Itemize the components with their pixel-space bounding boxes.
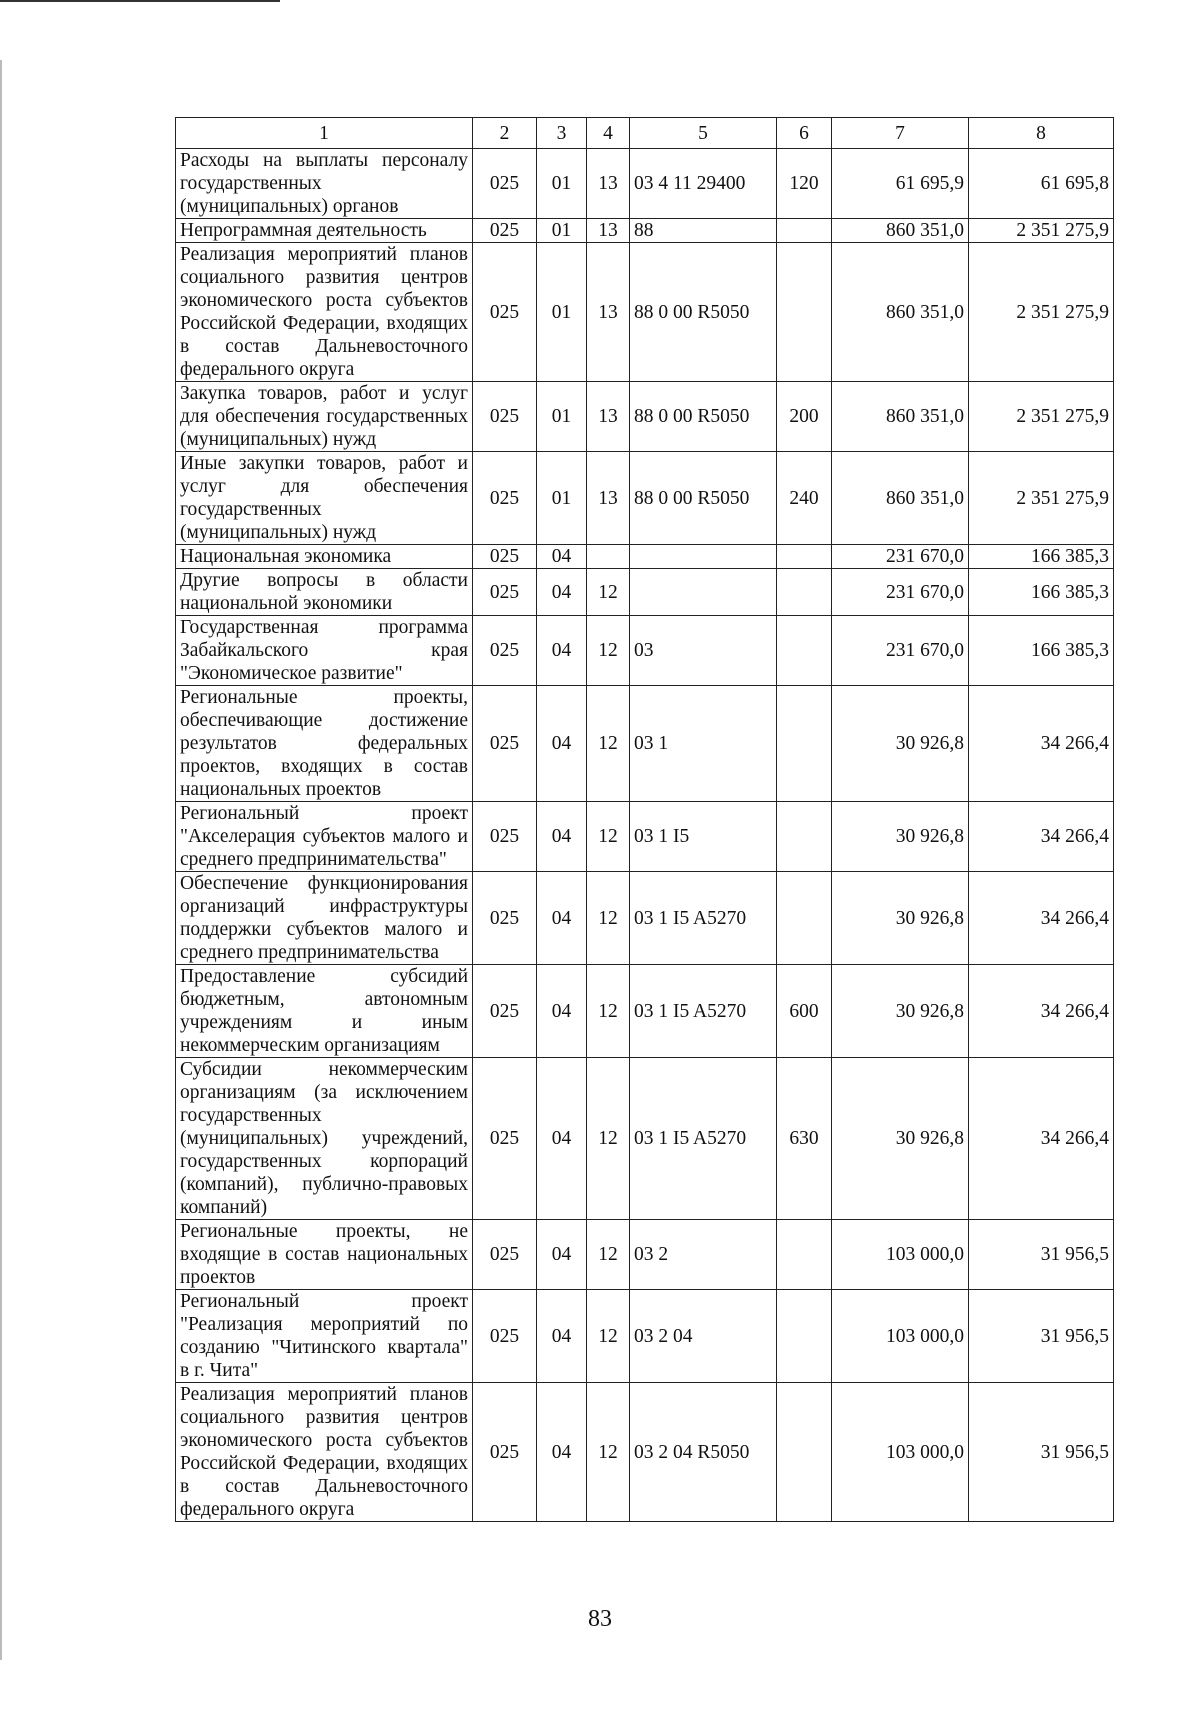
header-col-4: 4 [587,118,630,149]
row-subsection-cell: 12 [587,965,630,1058]
row-value-col7-cell: 231 670,0 [832,569,969,616]
row-value-col8-cell: 31 956,5 [969,1383,1114,1522]
row-expense-type-cell [777,545,832,569]
row-target-article-cell: 03 1 I5 A5270 [630,872,777,965]
row-expense-type-cell [777,243,832,382]
row-name-cell: Непрограммная деятельность [176,219,473,243]
table-row [176,1058,1114,1220]
row-value-col7-cell: 103 000,0 [832,1383,969,1522]
row-expense-type-cell: 600 [777,965,832,1058]
row-subsection-cell: 12 [587,1290,630,1383]
row-subsection-cell: 13 [587,219,630,243]
table-row [176,872,1114,965]
row-admin-code-cell: 025 [473,1290,537,1383]
row-value-col8-cell: 2 351 275,9 [969,382,1114,452]
table-row [176,149,1114,219]
header-col-1: 1 [176,118,473,149]
row-expense-type-cell [777,616,832,686]
row-subsection-cell: 13 [587,382,630,452]
table-row [176,1220,1114,1290]
header-row [176,118,1114,149]
row-admin-code-cell: 025 [473,382,537,452]
row-name-cell: Обеспечение функционирования организаций инфраструктуры поддержки субъектов малого и среднего предпринимательства [176,872,473,965]
row-name-cell: Расходы на выплаты персоналу государственных (муниципальных) органов [176,149,473,219]
row-admin-code-cell: 025 [473,872,537,965]
row-value-col8-cell: 61 695,8 [969,149,1114,219]
header-col-8: 8 [969,118,1114,149]
row-value-col8-cell: 34 266,4 [969,1058,1114,1220]
row-section-cell: 04 [537,802,587,872]
row-section-cell: 04 [537,965,587,1058]
table-row [176,965,1114,1058]
row-target-article-cell: 03 1 I5 A5270 [630,965,777,1058]
row-value-col7-cell: 61 695,9 [832,149,969,219]
header-col-7: 7 [832,118,969,149]
row-value-col7-cell: 30 926,8 [832,802,969,872]
row-name-cell: Государственная программа Забайкальского края "Экономическое развитие" [176,616,473,686]
scan-artifact-top [0,0,280,2]
row-expense-type-cell [777,686,832,802]
row-admin-code-cell: 025 [473,569,537,616]
row-expense-type-cell: 200 [777,382,832,452]
row-subsection-cell: 13 [587,149,630,219]
row-admin-code-cell: 025 [473,1383,537,1522]
row-name-cell: Региональные проекты, не входящие в состав национальных проектов [176,1220,473,1290]
scan-artifact-left [0,60,2,1660]
row-target-article-cell: 03 2 [630,1220,777,1290]
row-value-col7-cell: 860 351,0 [832,382,969,452]
row-section-cell: 04 [537,1220,587,1290]
row-section-cell: 04 [537,1383,587,1522]
row-value-col8-cell: 34 266,4 [969,872,1114,965]
row-admin-code-cell: 025 [473,219,537,243]
table-row [176,569,1114,616]
row-expense-type-cell [777,1290,832,1383]
row-section-cell: 04 [537,1058,587,1220]
row-value-col7-cell: 860 351,0 [832,243,969,382]
row-target-article-cell: 03 2 04 R5050 [630,1383,777,1522]
row-section-cell: 04 [537,872,587,965]
row-subsection-cell: 13 [587,243,630,382]
row-value-col7-cell: 30 926,8 [832,965,969,1058]
row-value-col8-cell: 166 385,3 [969,545,1114,569]
row-subsection-cell: 12 [587,1058,630,1220]
header-col-5: 5 [630,118,777,149]
row-value-col7-cell: 30 926,8 [832,872,969,965]
row-subsection-cell: 12 [587,686,630,802]
row-admin-code-cell: 025 [473,1058,537,1220]
row-value-col7-cell: 860 351,0 [832,452,969,545]
row-name-cell: Региональный проект "Реализация мероприятий по созданию "Читинского квартала" в г. Чита" [176,1290,473,1383]
row-value-col8-cell: 34 266,4 [969,802,1114,872]
row-target-article-cell: 03 [630,616,777,686]
row-subsection-cell: 12 [587,802,630,872]
table-row [176,616,1114,686]
row-target-article-cell: 88 0 00 R5050 [630,382,777,452]
row-admin-code-cell: 025 [473,243,537,382]
header-col-3: 3 [537,118,587,149]
table-row [176,686,1114,802]
row-expense-type-cell: 630 [777,1058,832,1220]
row-target-article-cell: 03 1 I5 [630,802,777,872]
row-section-cell: 01 [537,243,587,382]
row-value-col7-cell: 231 670,0 [832,545,969,569]
table-row [176,545,1114,569]
row-subsection-cell: 12 [587,616,630,686]
table-row [176,1383,1114,1522]
row-value-col8-cell: 166 385,3 [969,569,1114,616]
header-col-6: 6 [777,118,832,149]
row-name-cell: Другие вопросы в области национальной экономики [176,569,473,616]
row-section-cell: 04 [537,545,587,569]
row-name-cell: Реализация мероприятий планов социального развития центров экономического роста субъектов Российской Федерации, входящих в состав Дальневосточного федерального округа [176,243,473,382]
row-name-cell: Региональный проект "Акселерация субъектов малого и среднего предпринимательства" [176,802,473,872]
table-row [176,802,1114,872]
row-value-col8-cell: 31 956,5 [969,1220,1114,1290]
row-name-cell: Закупка товаров, работ и услуг для обеспечения государственных (муниципальных) нужд [176,382,473,452]
row-value-col8-cell: 2 351 275,9 [969,452,1114,545]
row-subsection-cell: 13 [587,452,630,545]
row-section-cell: 01 [537,219,587,243]
row-subsection-cell: 12 [587,569,630,616]
row-subsection-cell: 12 [587,1383,630,1522]
row-admin-code-cell: 025 [473,616,537,686]
row-value-col8-cell: 31 956,5 [969,1290,1114,1383]
page-number: 83 [588,1606,612,1632]
row-value-col8-cell: 34 266,4 [969,965,1114,1058]
row-target-article-cell: 03 2 04 [630,1290,777,1383]
row-name-cell: Субсидии некоммерческим организациям (за исключением государственных (муниципальных) учреждений, государственных корпораций (компаний), публично-правовых компаний) [176,1058,473,1220]
row-section-cell: 01 [537,382,587,452]
table-body [176,149,1114,1522]
row-expense-type-cell [777,872,832,965]
row-admin-code-cell: 025 [473,686,537,802]
row-expense-type-cell [777,219,832,243]
table-row [176,219,1114,243]
row-name-cell: Региональные проекты, обеспечивающие достижение результатов федеральных проектов, входящих в состав национальных проектов [176,686,473,802]
row-admin-code-cell: 025 [473,802,537,872]
row-value-col7-cell: 231 670,0 [832,616,969,686]
row-admin-code-cell: 025 [473,545,537,569]
table-row [176,452,1114,545]
row-section-cell: 04 [537,1290,587,1383]
row-name-cell: Иные закупки товаров, работ и услуг для обеспечения государственных (муниципальных) нужд [176,452,473,545]
row-subsection-cell [587,545,630,569]
row-admin-code-cell: 025 [473,965,537,1058]
row-target-article-cell: 03 1 [630,686,777,802]
row-target-article-cell: 03 4 11 29400 [630,149,777,219]
row-value-col7-cell: 103 000,0 [832,1290,969,1383]
row-value-col8-cell: 166 385,3 [969,616,1114,686]
table-row [176,382,1114,452]
header-col-2: 2 [473,118,537,149]
row-expense-type-cell: 120 [777,149,832,219]
row-expense-type-cell [777,802,832,872]
row-target-article-cell [630,545,777,569]
row-name-cell: Предоставление субсидий бюджетным, автономным учреждениям и иным некоммерческим организациям [176,965,473,1058]
row-target-article-cell [630,569,777,616]
row-value-col8-cell: 2 351 275,9 [969,243,1114,382]
row-target-article-cell: 88 [630,219,777,243]
table-row [176,243,1114,382]
row-section-cell: 01 [537,452,587,545]
row-section-cell: 04 [537,569,587,616]
row-target-article-cell: 88 0 00 R5050 [630,452,777,545]
row-target-article-cell: 03 1 I5 A5270 [630,1058,777,1220]
row-value-col7-cell: 103 000,0 [832,1220,969,1290]
row-value-col7-cell: 30 926,8 [832,1058,969,1220]
row-expense-type-cell [777,569,832,616]
row-value-col7-cell: 30 926,8 [832,686,969,802]
row-subsection-cell: 12 [587,872,630,965]
budget-table [175,117,1114,1522]
row-name-cell: Национальная экономика [176,545,473,569]
row-expense-type-cell: 240 [777,452,832,545]
row-section-cell: 04 [537,616,587,686]
row-expense-type-cell [777,1383,832,1522]
table-row [176,1290,1114,1383]
row-value-col8-cell: 2 351 275,9 [969,219,1114,243]
row-admin-code-cell: 025 [473,452,537,545]
row-target-article-cell: 88 0 00 R5050 [630,243,777,382]
row-section-cell: 04 [537,686,587,802]
row-subsection-cell: 12 [587,1220,630,1290]
row-value-col7-cell: 860 351,0 [832,219,969,243]
row-name-cell: Реализация мероприятий планов социального развития центров экономического роста субъектов Российской Федерации, входящих в состав Дальневосточного федерального округа [176,1383,473,1522]
row-admin-code-cell: 025 [473,1220,537,1290]
row-expense-type-cell [777,1220,832,1290]
row-value-col8-cell: 34 266,4 [969,686,1114,802]
row-admin-code-cell: 025 [473,149,537,219]
row-section-cell: 01 [537,149,587,219]
